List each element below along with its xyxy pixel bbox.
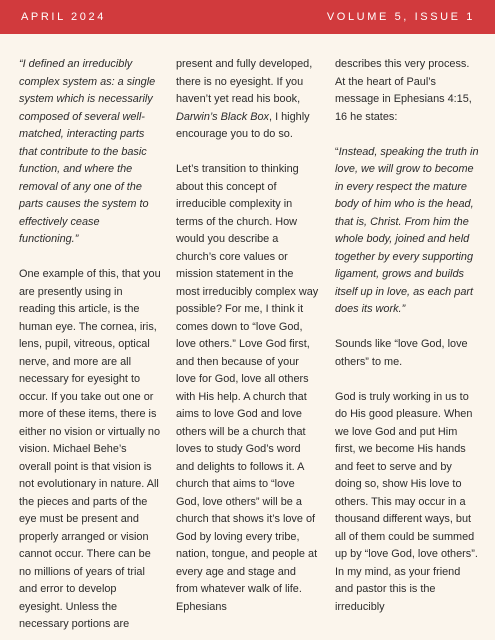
ephesians-quote-open: “ (335, 145, 339, 158)
ephesians-quote (335, 144, 479, 319)
newsletter-header-bar (0, 0, 495, 34)
book-paragraph-end: , I highly encourage you to do so. (176, 110, 310, 140)
behe-quote-text: “I defined an irreducibly complex system as: a single system which is necessarily composed of several well-matched, interacting parts that contribute to the basic function, and where the removal of any one of the parts causes the system to effectively cease functioning.” (19, 58, 156, 245)
ephesians-quote-text: Instead, speaking the truth in love, we will grow to become in every respect the mature body of him who is the head, that is, Christ. From him the whole body, joined and held together by every supporting ligament, grows and builds itself up in love, as each part does its work.” (335, 145, 479, 315)
love-others-paragraph: Sounds like “love God, love others” to me. (335, 338, 468, 368)
book-title: Darwin’s Black Box (176, 110, 270, 123)
article-column-2 (176, 56, 320, 616)
human-eye-paragraph: One example of this, that you are presently using in reading this article, is the human eye. The cornea, iris, lens, pupil, vitreous, optical nerve, and more are all necessary for eyesight to occur. If you take out one or more of these items, there is either no vision or virtually no vision. Michael Behe’s overall point is that vision is not evolutionary in nature. All the pieces and parts of the eye must be present and properly arranged or vision cannot occur. There can be no millions of years of trial and error to develop eyesight. Unless the necessary portions are (19, 268, 161, 630)
book-paragraph-start: present and fully developed, there is no eyesight. If you haven’t yet read his book, (176, 58, 313, 105)
church-paragraph: Let’s transition to thinking about this concept of irreducible complexity in terms of the church. How would you describe a church’s core values or mission statement in the most irreducibly complex way possible? For me, I think it comes down to “love God, love others.” Love God first, and then because of your love for God, love all others with His help. A church that aims to love God and love others will be a church that loves to study God’s word and delights to follows it. A church that aims to “love God, love others” will be a church that shows it’s love of God by loving every tribe, nation, tongue, and people at every age and stage and from whatever walk of life. Ephesians (176, 163, 319, 613)
issue-date: APRIL 2024 (21, 11, 106, 23)
article-column-1 (19, 56, 161, 634)
book-paragraph (176, 56, 320, 144)
ephesians-intro: describes this very process. At the heart of Paul’s message in Ephesians 4:15, 16 he states: (335, 58, 472, 123)
closing-paragraph: God is truly working in us to do His good pleasure. When we love God and put Him first, we become His hands and feet to serve and by doing so, show His love to others. This may occur in a thousand different ways, but all of them could be summed up by “love God, love others”. In my mind, as your friend and pastor this is the irreducibly (335, 390, 478, 613)
article-column-3 (335, 56, 479, 616)
volume-issue: VOLUME 5, ISSUE 1 (326, 11, 475, 23)
behe-quote (19, 56, 161, 249)
